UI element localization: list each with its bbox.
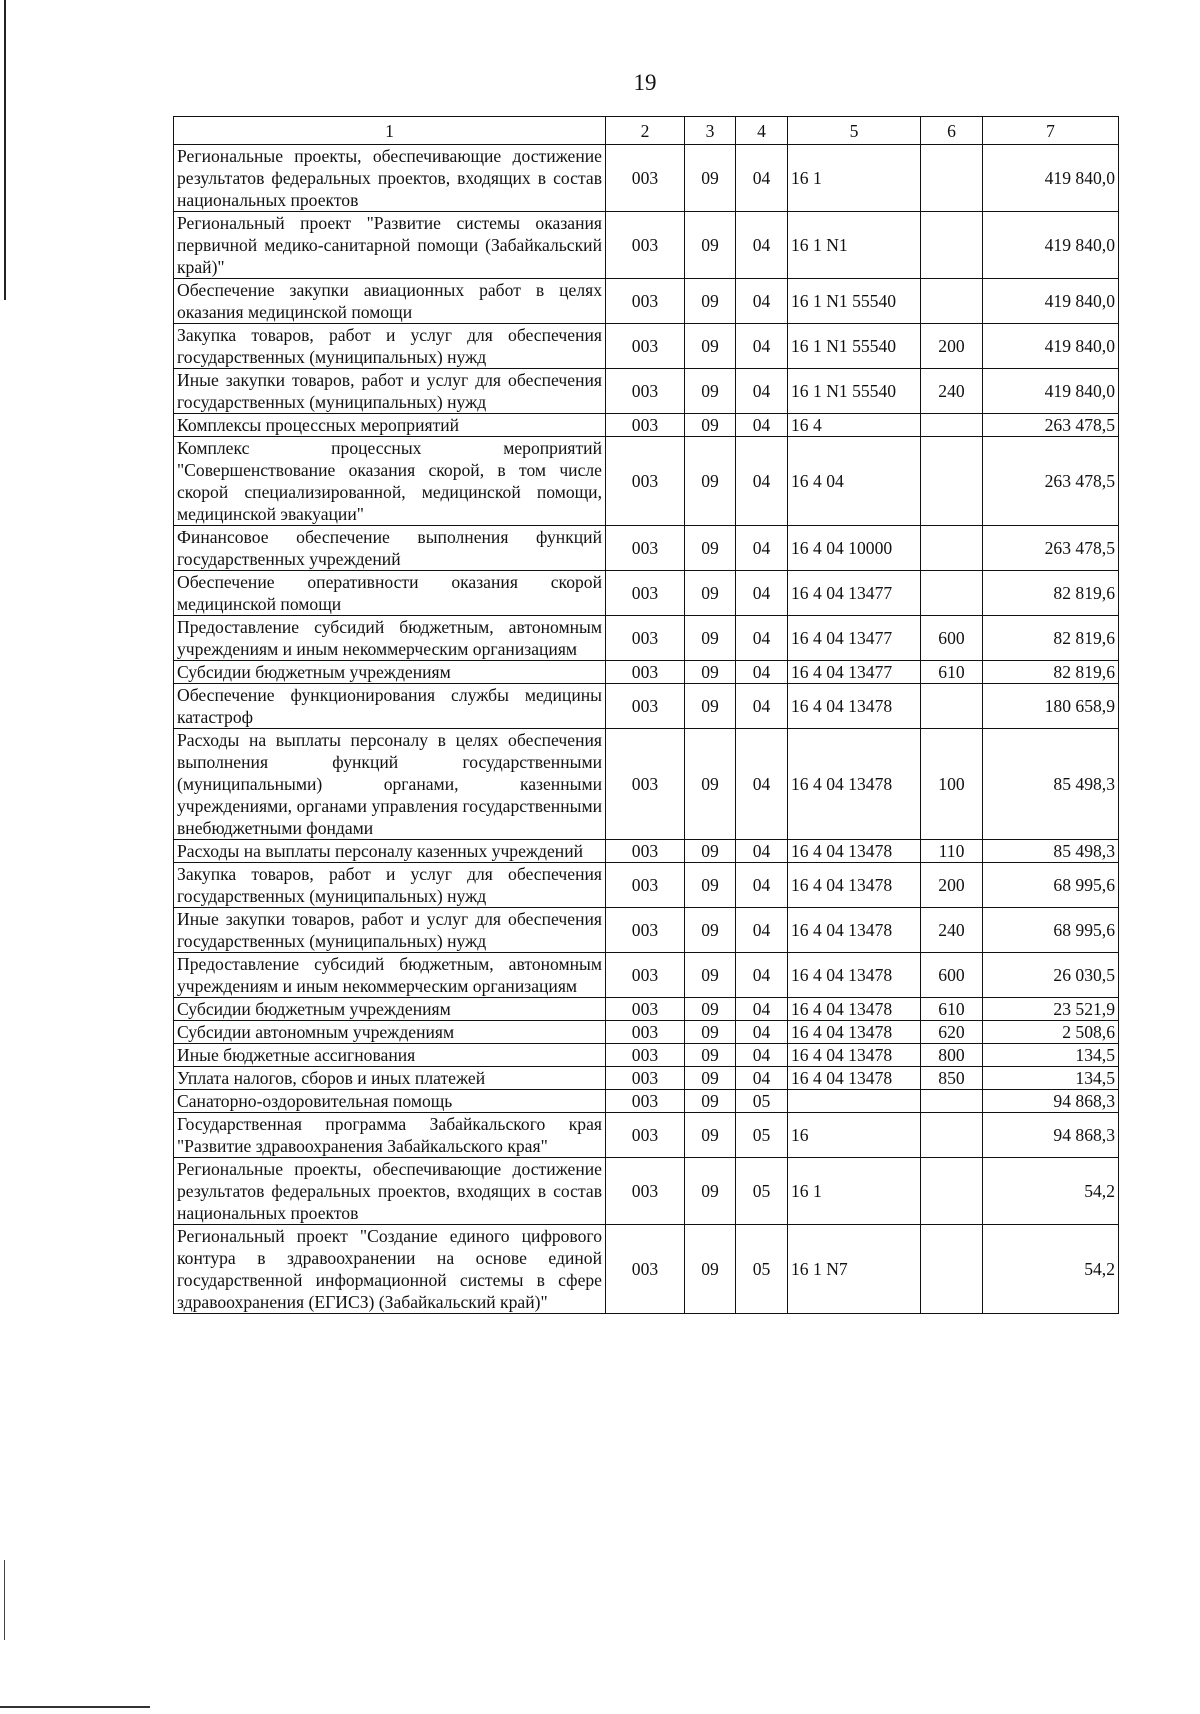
cell-grbs: 003 xyxy=(606,840,685,863)
cell-section: 09 xyxy=(685,571,736,616)
cell-name: Субсидии бюджетным учреждениям xyxy=(174,998,606,1021)
cell-target-code: 16 4 04 13478 xyxy=(788,908,921,953)
cell-grbs: 003 xyxy=(606,684,685,729)
cell-subsection: 04 xyxy=(736,616,788,661)
cell-name: Государственная программа Забайкальского края "Развитие здравоохранения Забайкальского края" xyxy=(174,1113,606,1158)
header-col-6: 6 xyxy=(921,117,983,145)
cell-section: 09 xyxy=(685,1090,736,1113)
cell-target-code: 16 4 04 13477 xyxy=(788,661,921,684)
cell-name: Предоставление субсидий бюджетным, автономным учреждениям и иным некоммерческим организациям xyxy=(174,616,606,661)
cell-expense-type: 850 xyxy=(921,1067,983,1090)
cell-subsection: 04 xyxy=(736,1021,788,1044)
cell-grbs: 003 xyxy=(606,369,685,414)
cell-amount: 68 995,6 xyxy=(983,863,1119,908)
cell-amount: 419 840,0 xyxy=(983,324,1119,369)
cell-expense-type xyxy=(921,1158,983,1225)
budget-table xyxy=(173,116,1119,1314)
cell-target-code: 16 4 04 13478 xyxy=(788,953,921,998)
cell-target-code: 16 4 04 13478 xyxy=(788,1067,921,1090)
cell-expense-type: 620 xyxy=(921,1021,983,1044)
cell-expense-type: 200 xyxy=(921,863,983,908)
cell-section: 09 xyxy=(685,1158,736,1225)
cell-name: Иные бюджетные ассигнования xyxy=(174,1044,606,1067)
cell-section: 09 xyxy=(685,998,736,1021)
header-col-7: 7 xyxy=(983,117,1119,145)
table-row xyxy=(174,953,1119,998)
cell-section: 09 xyxy=(685,953,736,998)
cell-target-code: 16 1 N7 xyxy=(788,1225,921,1314)
cell-name: Субсидии автономным учреждениям xyxy=(174,1021,606,1044)
table-row xyxy=(174,1044,1119,1067)
cell-name: Иные закупки товаров, работ и услуг для обеспечения государственных (муниципальных) нужд xyxy=(174,369,606,414)
cell-grbs: 003 xyxy=(606,1225,685,1314)
cell-amount: 68 995,6 xyxy=(983,908,1119,953)
cell-amount: 82 819,6 xyxy=(983,616,1119,661)
cell-subsection: 04 xyxy=(736,571,788,616)
table-row xyxy=(174,616,1119,661)
cell-grbs: 003 xyxy=(606,1044,685,1067)
cell-name: Предоставление субсидий бюджетным, автономным учреждениям и иным некоммерческим организациям xyxy=(174,953,606,998)
cell-amount: 180 658,9 xyxy=(983,684,1119,729)
cell-name: Региональные проекты, обеспечивающие достижение результатов федеральных проектов, входящих в состав национальных проектов xyxy=(174,1158,606,1225)
cell-expense-type xyxy=(921,414,983,437)
cell-section: 09 xyxy=(685,145,736,212)
table-row xyxy=(174,324,1119,369)
table-row xyxy=(174,414,1119,437)
cell-subsection: 04 xyxy=(736,684,788,729)
cell-amount: 263 478,5 xyxy=(983,437,1119,526)
cell-expense-type: 100 xyxy=(921,729,983,840)
cell-subsection: 05 xyxy=(736,1225,788,1314)
cell-amount: 419 840,0 xyxy=(983,279,1119,324)
cell-name: Комплексы процессных мероприятий xyxy=(174,414,606,437)
cell-section: 09 xyxy=(685,684,736,729)
cell-name: Региональные проекты, обеспечивающие достижение результатов федеральных проектов, входящих в состав национальных проектов xyxy=(174,145,606,212)
table-row xyxy=(174,840,1119,863)
cell-subsection: 04 xyxy=(736,998,788,1021)
cell-name: Субсидии бюджетным учреждениям xyxy=(174,661,606,684)
table-header-row xyxy=(174,117,1119,145)
cell-expense-type xyxy=(921,571,983,616)
cell-expense-type: 600 xyxy=(921,616,983,661)
cell-amount: 263 478,5 xyxy=(983,414,1119,437)
cell-grbs: 003 xyxy=(606,526,685,571)
cell-name: Иные закупки товаров, работ и услуг для обеспечения государственных (муниципальных) нужд xyxy=(174,908,606,953)
scan-edge-line-lower xyxy=(4,1560,5,1640)
cell-expense-type xyxy=(921,145,983,212)
table-row xyxy=(174,729,1119,840)
cell-target-code: 16 4 04 13478 xyxy=(788,863,921,908)
cell-amount: 2 508,6 xyxy=(983,1021,1119,1044)
cell-expense-type xyxy=(921,212,983,279)
cell-subsection: 04 xyxy=(736,840,788,863)
cell-section: 09 xyxy=(685,1225,736,1314)
cell-grbs: 003 xyxy=(606,908,685,953)
cell-name: Финансовое обеспечение выполнения функций государственных учреждений xyxy=(174,526,606,571)
cell-expense-type xyxy=(921,684,983,729)
cell-grbs: 003 xyxy=(606,1158,685,1225)
cell-subsection: 04 xyxy=(736,953,788,998)
cell-expense-type: 610 xyxy=(921,998,983,1021)
cell-name: Закупка товаров, работ и услуг для обеспечения государственных (муниципальных) нужд xyxy=(174,863,606,908)
cell-expense-type: 200 xyxy=(921,324,983,369)
cell-name: Расходы на выплаты персоналу казенных учреждений xyxy=(174,840,606,863)
cell-section: 09 xyxy=(685,616,736,661)
cell-expense-type xyxy=(921,437,983,526)
cell-name: Комплекс процессных мероприятий "Совершенствование оказания скорой, в том числе скорой специализированной, медицинской помощи, медицинской эвакуации" xyxy=(174,437,606,526)
header-col-2: 2 xyxy=(606,117,685,145)
table-row xyxy=(174,571,1119,616)
table-row xyxy=(174,684,1119,729)
cell-name: Уплата налогов, сборов и иных платежей xyxy=(174,1067,606,1090)
cell-amount: 23 521,9 xyxy=(983,998,1119,1021)
cell-amount: 54,2 xyxy=(983,1225,1119,1314)
cell-subsection: 04 xyxy=(736,145,788,212)
cell-section: 09 xyxy=(685,729,736,840)
cell-section: 09 xyxy=(685,414,736,437)
header-col-4: 4 xyxy=(736,117,788,145)
cell-section: 09 xyxy=(685,526,736,571)
cell-target-code: 16 1 N1 55540 xyxy=(788,279,921,324)
cell-subsection: 04 xyxy=(736,369,788,414)
cell-section: 09 xyxy=(685,212,736,279)
cell-expense-type xyxy=(921,1090,983,1113)
table-row xyxy=(174,1067,1119,1090)
cell-name: Санаторно-оздоровительная помощь xyxy=(174,1090,606,1113)
cell-target-code: 16 1 xyxy=(788,145,921,212)
cell-subsection: 04 xyxy=(736,279,788,324)
cell-target-code: 16 4 04 13478 xyxy=(788,1044,921,1067)
cell-section: 09 xyxy=(685,840,736,863)
table-row xyxy=(174,1225,1119,1314)
cell-target-code: 16 4 04 xyxy=(788,437,921,526)
cell-amount: 94 868,3 xyxy=(983,1113,1119,1158)
cell-target-code: 16 4 04 13477 xyxy=(788,616,921,661)
cell-amount: 85 498,3 xyxy=(983,840,1119,863)
cell-target-code: 16 1 N1 xyxy=(788,212,921,279)
cell-grbs: 003 xyxy=(606,661,685,684)
cell-amount: 263 478,5 xyxy=(983,526,1119,571)
cell-amount: 85 498,3 xyxy=(983,729,1119,840)
cell-grbs: 003 xyxy=(606,414,685,437)
cell-grbs: 003 xyxy=(606,437,685,526)
cell-target-code: 16 4 04 13478 xyxy=(788,684,921,729)
cell-section: 09 xyxy=(685,369,736,414)
cell-section: 09 xyxy=(685,661,736,684)
table-row xyxy=(174,437,1119,526)
cell-expense-type: 240 xyxy=(921,908,983,953)
header-col-3: 3 xyxy=(685,117,736,145)
header-col-1: 1 xyxy=(174,117,606,145)
scan-bottom-line xyxy=(0,1706,150,1708)
scan-edge-line xyxy=(4,0,6,300)
cell-target-code: 16 1 N1 55540 xyxy=(788,369,921,414)
cell-grbs: 003 xyxy=(606,1021,685,1044)
cell-grbs: 003 xyxy=(606,279,685,324)
cell-subsection: 04 xyxy=(736,526,788,571)
cell-section: 09 xyxy=(685,279,736,324)
cell-target-code: 16 4 04 10000 xyxy=(788,526,921,571)
table-row xyxy=(174,526,1119,571)
cell-section: 09 xyxy=(685,863,736,908)
table-row xyxy=(174,145,1119,212)
cell-target-code: 16 4 xyxy=(788,414,921,437)
cell-target-code: 16 4 04 13478 xyxy=(788,1021,921,1044)
cell-subsection: 05 xyxy=(736,1158,788,1225)
table-row xyxy=(174,369,1119,414)
cell-expense-type xyxy=(921,526,983,571)
cell-grbs: 003 xyxy=(606,571,685,616)
cell-section: 09 xyxy=(685,1067,736,1090)
cell-expense-type xyxy=(921,1225,983,1314)
cell-amount: 419 840,0 xyxy=(983,212,1119,279)
cell-subsection: 04 xyxy=(736,863,788,908)
cell-grbs: 003 xyxy=(606,1113,685,1158)
table-row xyxy=(174,212,1119,279)
cell-name: Обеспечение закупки авиационных работ в целях оказания медицинской помощи xyxy=(174,279,606,324)
cell-name: Обеспечение функционирования службы медицины катастроф xyxy=(174,684,606,729)
cell-target-code: 16 4 04 13478 xyxy=(788,840,921,863)
cell-amount: 54,2 xyxy=(983,1158,1119,1225)
header-col-5: 5 xyxy=(788,117,921,145)
cell-name: Закупка товаров, работ и услуг для обеспечения государственных (муниципальных) нужд xyxy=(174,324,606,369)
cell-target-code: 16 4 04 13478 xyxy=(788,998,921,1021)
cell-subsection: 05 xyxy=(736,1090,788,1113)
cell-target-code xyxy=(788,1090,921,1113)
cell-amount: 94 868,3 xyxy=(983,1090,1119,1113)
cell-subsection: 04 xyxy=(736,908,788,953)
cell-expense-type xyxy=(921,279,983,324)
table-row xyxy=(174,1021,1119,1044)
cell-grbs: 003 xyxy=(606,1090,685,1113)
cell-amount: 134,5 xyxy=(983,1067,1119,1090)
cell-grbs: 003 xyxy=(606,863,685,908)
cell-subsection: 04 xyxy=(736,1044,788,1067)
table-row xyxy=(174,998,1119,1021)
cell-target-code: 16 4 04 13478 xyxy=(788,729,921,840)
cell-subsection: 04 xyxy=(736,324,788,369)
cell-subsection: 05 xyxy=(736,1113,788,1158)
cell-subsection: 04 xyxy=(736,1067,788,1090)
cell-amount: 134,5 xyxy=(983,1044,1119,1067)
cell-amount: 82 819,6 xyxy=(983,661,1119,684)
cell-section: 09 xyxy=(685,324,736,369)
cell-subsection: 04 xyxy=(736,729,788,840)
cell-section: 09 xyxy=(685,437,736,526)
cell-expense-type: 600 xyxy=(921,953,983,998)
cell-target-code: 16 1 N1 55540 xyxy=(788,324,921,369)
cell-expense-type xyxy=(921,1113,983,1158)
cell-section: 09 xyxy=(685,1113,736,1158)
cell-subsection: 04 xyxy=(736,212,788,279)
cell-expense-type: 110 xyxy=(921,840,983,863)
cell-amount: 82 819,6 xyxy=(983,571,1119,616)
table-row xyxy=(174,1158,1119,1225)
cell-expense-type: 240 xyxy=(921,369,983,414)
cell-section: 09 xyxy=(685,1044,736,1067)
cell-expense-type: 610 xyxy=(921,661,983,684)
cell-grbs: 003 xyxy=(606,616,685,661)
cell-subsection: 04 xyxy=(736,661,788,684)
cell-grbs: 003 xyxy=(606,145,685,212)
cell-grbs: 003 xyxy=(606,729,685,840)
cell-grbs: 003 xyxy=(606,953,685,998)
cell-grbs: 003 xyxy=(606,324,685,369)
cell-name: Региональный проект "Создание единого цифрового контура в здравоохранении на основе единой государственной информационной системы в сфере здравоохранения (ЕГИСЗ) (Забайкальский край)" xyxy=(174,1225,606,1314)
cell-target-code: 16 1 xyxy=(788,1158,921,1225)
cell-name: Региональный проект "Развитие системы оказания первичной медико-санитарной помощи (Забайкальский край)" xyxy=(174,212,606,279)
table-row xyxy=(174,661,1119,684)
table-row xyxy=(174,1090,1119,1113)
table-row xyxy=(174,908,1119,953)
cell-name: Обеспечение оперативности оказания скорой медицинской помощи xyxy=(174,571,606,616)
table-row xyxy=(174,279,1119,324)
cell-subsection: 04 xyxy=(736,437,788,526)
cell-amount: 419 840,0 xyxy=(983,369,1119,414)
cell-section: 09 xyxy=(685,908,736,953)
cell-grbs: 003 xyxy=(606,998,685,1021)
cell-grbs: 003 xyxy=(606,212,685,279)
table-row xyxy=(174,1113,1119,1158)
cell-amount: 26 030,5 xyxy=(983,953,1119,998)
cell-name: Расходы на выплаты персоналу в целях обеспечения выполнения функций государственными (муниципальными) органами, казенными учреждениями, органами управления государственными внебюджетными фондами xyxy=(174,729,606,840)
cell-target-code: 16 4 04 13477 xyxy=(788,571,921,616)
cell-grbs: 003 xyxy=(606,1067,685,1090)
table-body xyxy=(174,145,1119,1314)
cell-amount: 419 840,0 xyxy=(983,145,1119,212)
cell-section: 09 xyxy=(685,1021,736,1044)
cell-expense-type: 800 xyxy=(921,1044,983,1067)
cell-subsection: 04 xyxy=(736,414,788,437)
table-row xyxy=(174,863,1119,908)
page-number: 19 xyxy=(633,70,657,95)
cell-target-code: 16 xyxy=(788,1113,921,1158)
